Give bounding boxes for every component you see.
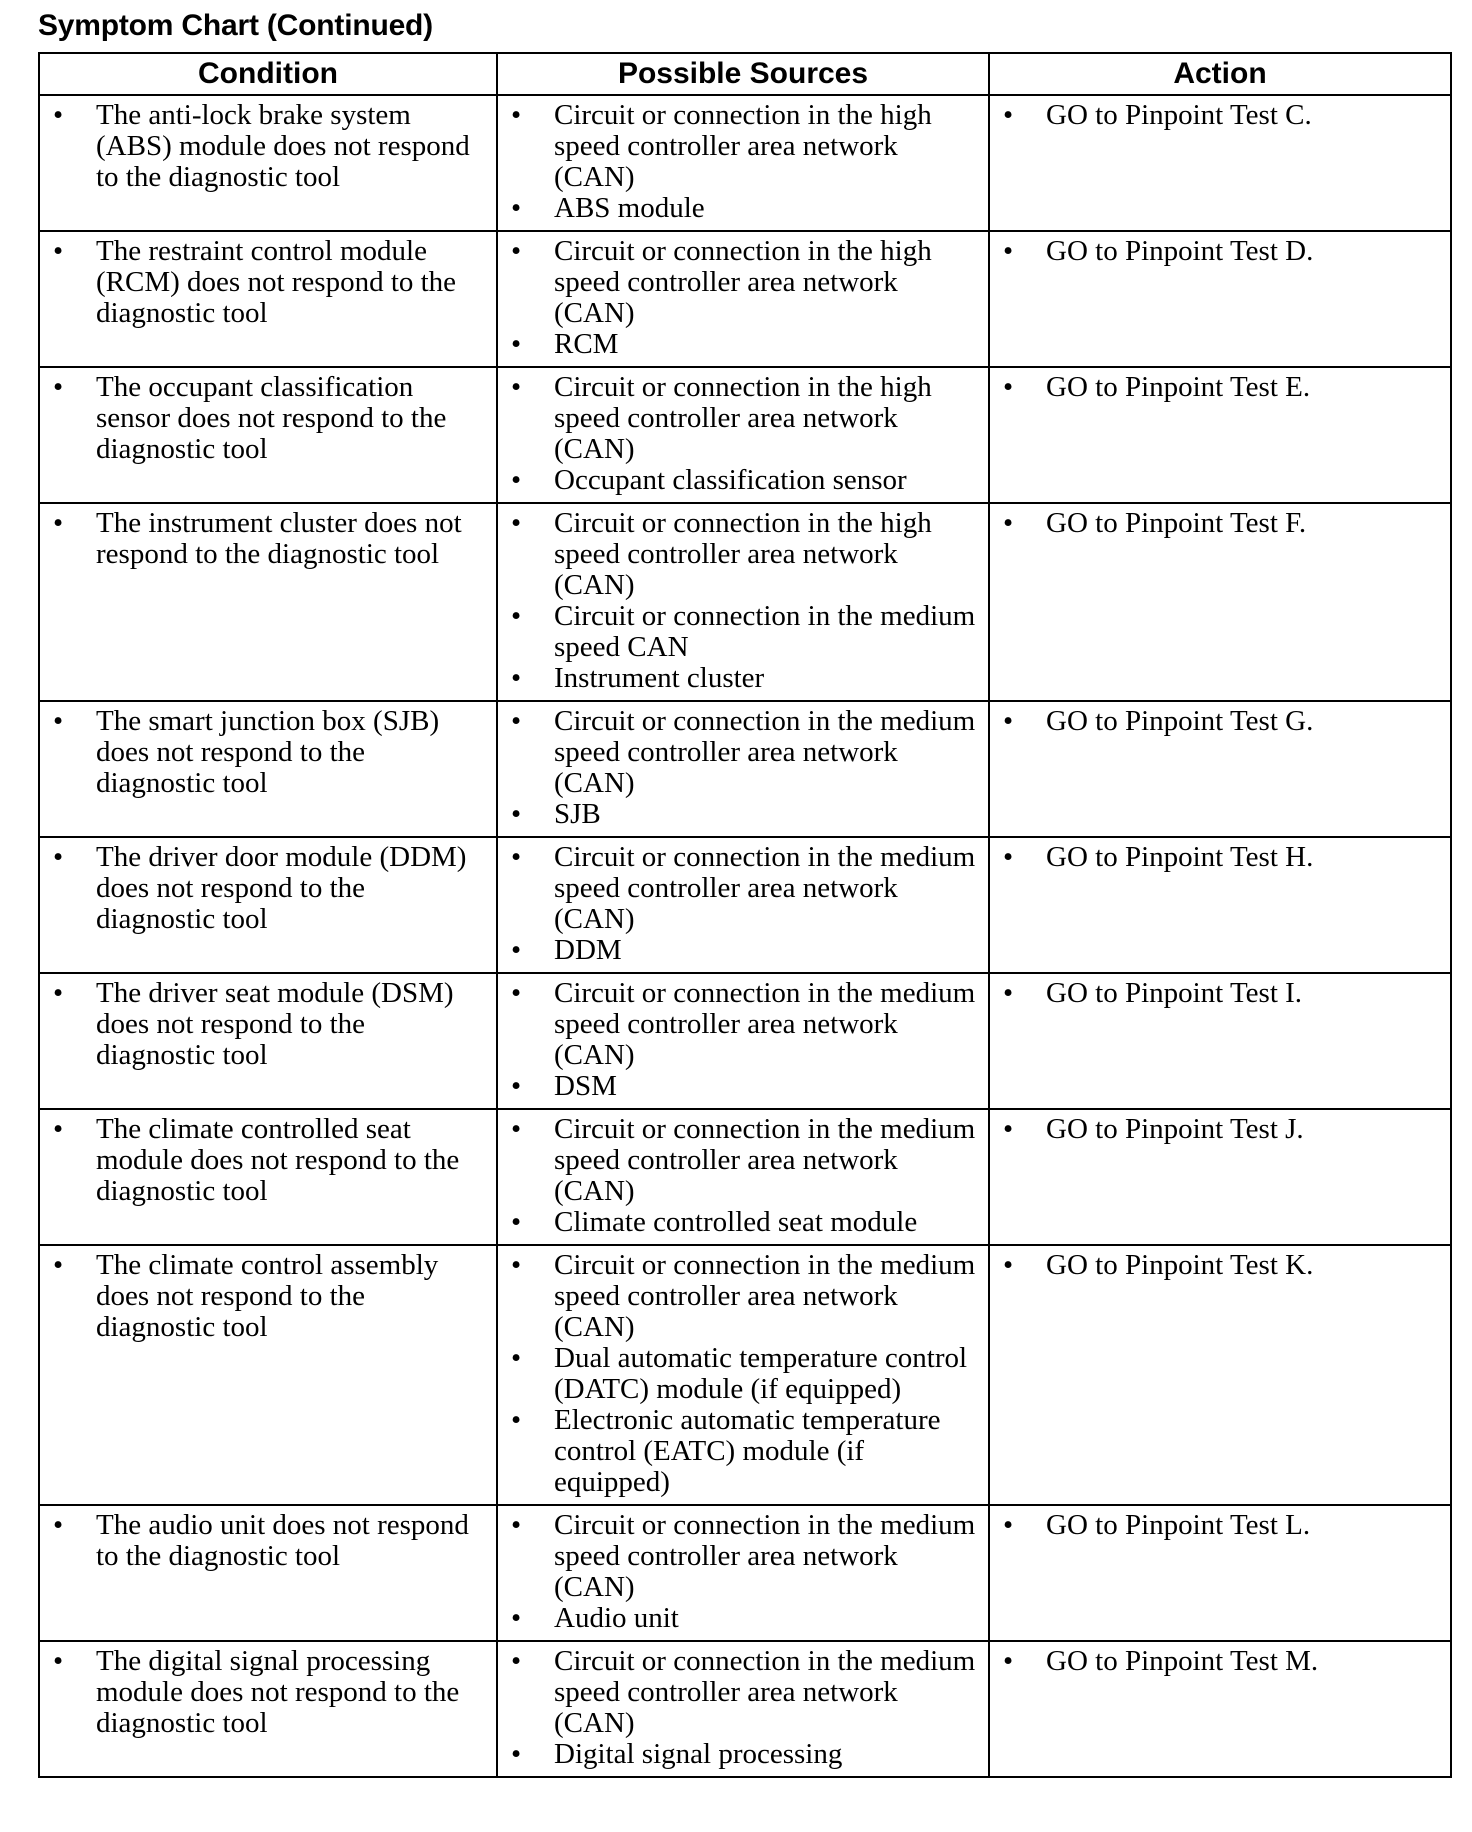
condition-text: • The digital signal processing module does not respond to the diagnostic tool: [40, 1646, 486, 1739]
source-item: • DSM: [498, 1071, 978, 1102]
condition-text: • The climate controlled seat module does not respond to the diagnostic tool: [40, 1114, 486, 1207]
source-item: • Circuit or connection in the medium speed controller area network (CAN): [498, 1250, 978, 1343]
sources-cell: [497, 367, 989, 503]
source-item: • Circuit or connection in the high speed controller area network (CAN): [498, 236, 978, 329]
condition-cell: [39, 95, 497, 231]
page-title: Symptom Chart (Continued): [38, 9, 433, 42]
action-text: • GO to Pinpoint Test E.: [990, 372, 1440, 403]
condition-cell: [39, 1245, 497, 1505]
condition-text: • The driver seat module (DSM) does not respond to the diagnostic tool: [40, 978, 486, 1071]
source-item: • Circuit or connection in the medium speed controller area network (CAN): [498, 842, 978, 935]
condition-cell: [39, 973, 497, 1109]
action-cell: [989, 1245, 1451, 1505]
action-text: • GO to Pinpoint Test G.: [990, 706, 1440, 737]
sources-cell: [497, 95, 989, 231]
condition-text: • The occupant classification sensor does not respond to the diagnostic tool: [40, 372, 486, 465]
table-row: [39, 837, 1451, 973]
action-cell: [989, 973, 1451, 1109]
source-item: • Occupant classification sensor: [498, 465, 978, 496]
sources-cell: [497, 837, 989, 973]
table-row: [39, 1641, 1451, 1777]
source-item: • RCM: [498, 329, 978, 360]
table-row: [39, 95, 1451, 231]
source-item: • Circuit or connection in the medium speed CAN: [498, 601, 978, 663]
table-row: [39, 367, 1451, 503]
sources-cell: [497, 973, 989, 1109]
action-cell: [989, 503, 1451, 701]
action-text: • GO to Pinpoint Test L.: [990, 1510, 1440, 1541]
sources-cell: [497, 231, 989, 367]
source-item: • Circuit or connection in the medium speed controller area network (CAN): [498, 978, 978, 1071]
column-header-possible-sources: Possible Sources: [497, 53, 989, 95]
source-item: • Circuit or connection in the medium speed controller area network (CAN): [498, 1114, 978, 1207]
source-item: • Climate controlled seat module: [498, 1207, 978, 1238]
action-text: • GO to Pinpoint Test K.: [990, 1250, 1440, 1281]
condition-text: • The instrument cluster does not respond to the diagnostic tool: [40, 508, 486, 570]
action-cell: [989, 95, 1451, 231]
sources-cell: [497, 1245, 989, 1505]
condition-cell: [39, 1505, 497, 1641]
source-item: • Circuit or connection in the high speed controller area network (CAN): [498, 100, 978, 193]
source-item: • Dual automatic temperature control (DATC) module (if equipped): [498, 1343, 978, 1405]
condition-cell: [39, 367, 497, 503]
source-item: • Circuit or connection in the medium speed controller area network (CAN): [498, 706, 978, 799]
source-item: • Audio unit: [498, 1603, 978, 1634]
source-item: • Circuit or connection in the high speed controller area network (CAN): [498, 508, 978, 601]
column-header-action: Action: [989, 53, 1451, 95]
sources-cell: [497, 1641, 989, 1777]
sources-cell: [497, 503, 989, 701]
source-item: • Electronic automatic temperature control (EATC) module (if equipped): [498, 1405, 978, 1498]
condition-cell: [39, 1641, 497, 1777]
source-item: • Circuit or connection in the high speed controller area network (CAN): [498, 372, 978, 465]
source-item: • SJB: [498, 799, 978, 830]
table-row: [39, 1505, 1451, 1641]
condition-text: • The audio unit does not respond to the diagnostic tool: [40, 1510, 486, 1572]
source-item: • Circuit or connection in the medium speed controller area network (CAN): [498, 1510, 978, 1603]
action-cell: [989, 837, 1451, 973]
table-row: [39, 701, 1451, 837]
action-text: • GO to Pinpoint Test F.: [990, 508, 1440, 539]
source-item: • Digital signal processing: [498, 1739, 978, 1770]
table-header-row: [39, 53, 1451, 95]
source-item: • DDM: [498, 935, 978, 966]
action-text: • GO to Pinpoint Test D.: [990, 236, 1440, 267]
table-row: [39, 973, 1451, 1109]
condition-cell: [39, 701, 497, 837]
condition-cell: [39, 1109, 497, 1245]
source-item: • ABS module: [498, 193, 978, 224]
sources-cell: [497, 1505, 989, 1641]
action-cell: [989, 231, 1451, 367]
action-cell: [989, 1641, 1451, 1777]
action-text: • GO to Pinpoint Test J.: [990, 1114, 1440, 1145]
action-text: • GO to Pinpoint Test M.: [990, 1646, 1440, 1677]
condition-text: • The climate control assembly does not respond to the diagnostic tool: [40, 1250, 486, 1343]
sources-cell: [497, 1109, 989, 1245]
condition-text: • The restraint control module (RCM) does not respond to the diagnostic tool: [40, 236, 486, 329]
table-row: [39, 1109, 1451, 1245]
action-cell: [989, 367, 1451, 503]
action-cell: [989, 1505, 1451, 1641]
condition-cell: [39, 503, 497, 701]
action-text: • GO to Pinpoint Test C.: [990, 100, 1440, 131]
table-row: [39, 503, 1451, 701]
sources-cell: [497, 701, 989, 837]
condition-text: • The driver door module (DDM) does not respond to the diagnostic tool: [40, 842, 486, 935]
table-row: [39, 1245, 1451, 1505]
column-header-condition: Condition: [39, 53, 497, 95]
source-item: • Instrument cluster: [498, 663, 978, 694]
action-text: • GO to Pinpoint Test I.: [990, 978, 1440, 1009]
action-text: • GO to Pinpoint Test H.: [990, 842, 1440, 873]
action-cell: [989, 701, 1451, 837]
condition-text: • The smart junction box (SJB) does not respond to the diagnostic tool: [40, 706, 486, 799]
table-row: [39, 231, 1451, 367]
condition-cell: [39, 231, 497, 367]
condition-text: • The anti-lock brake system (ABS) module does not respond to the diagnostic tool: [40, 100, 486, 193]
source-item: • Circuit or connection in the medium speed controller area network (CAN): [498, 1646, 978, 1739]
condition-cell: [39, 837, 497, 973]
action-cell: [989, 1109, 1451, 1245]
symptom-chart-table: [38, 52, 1452, 1778]
